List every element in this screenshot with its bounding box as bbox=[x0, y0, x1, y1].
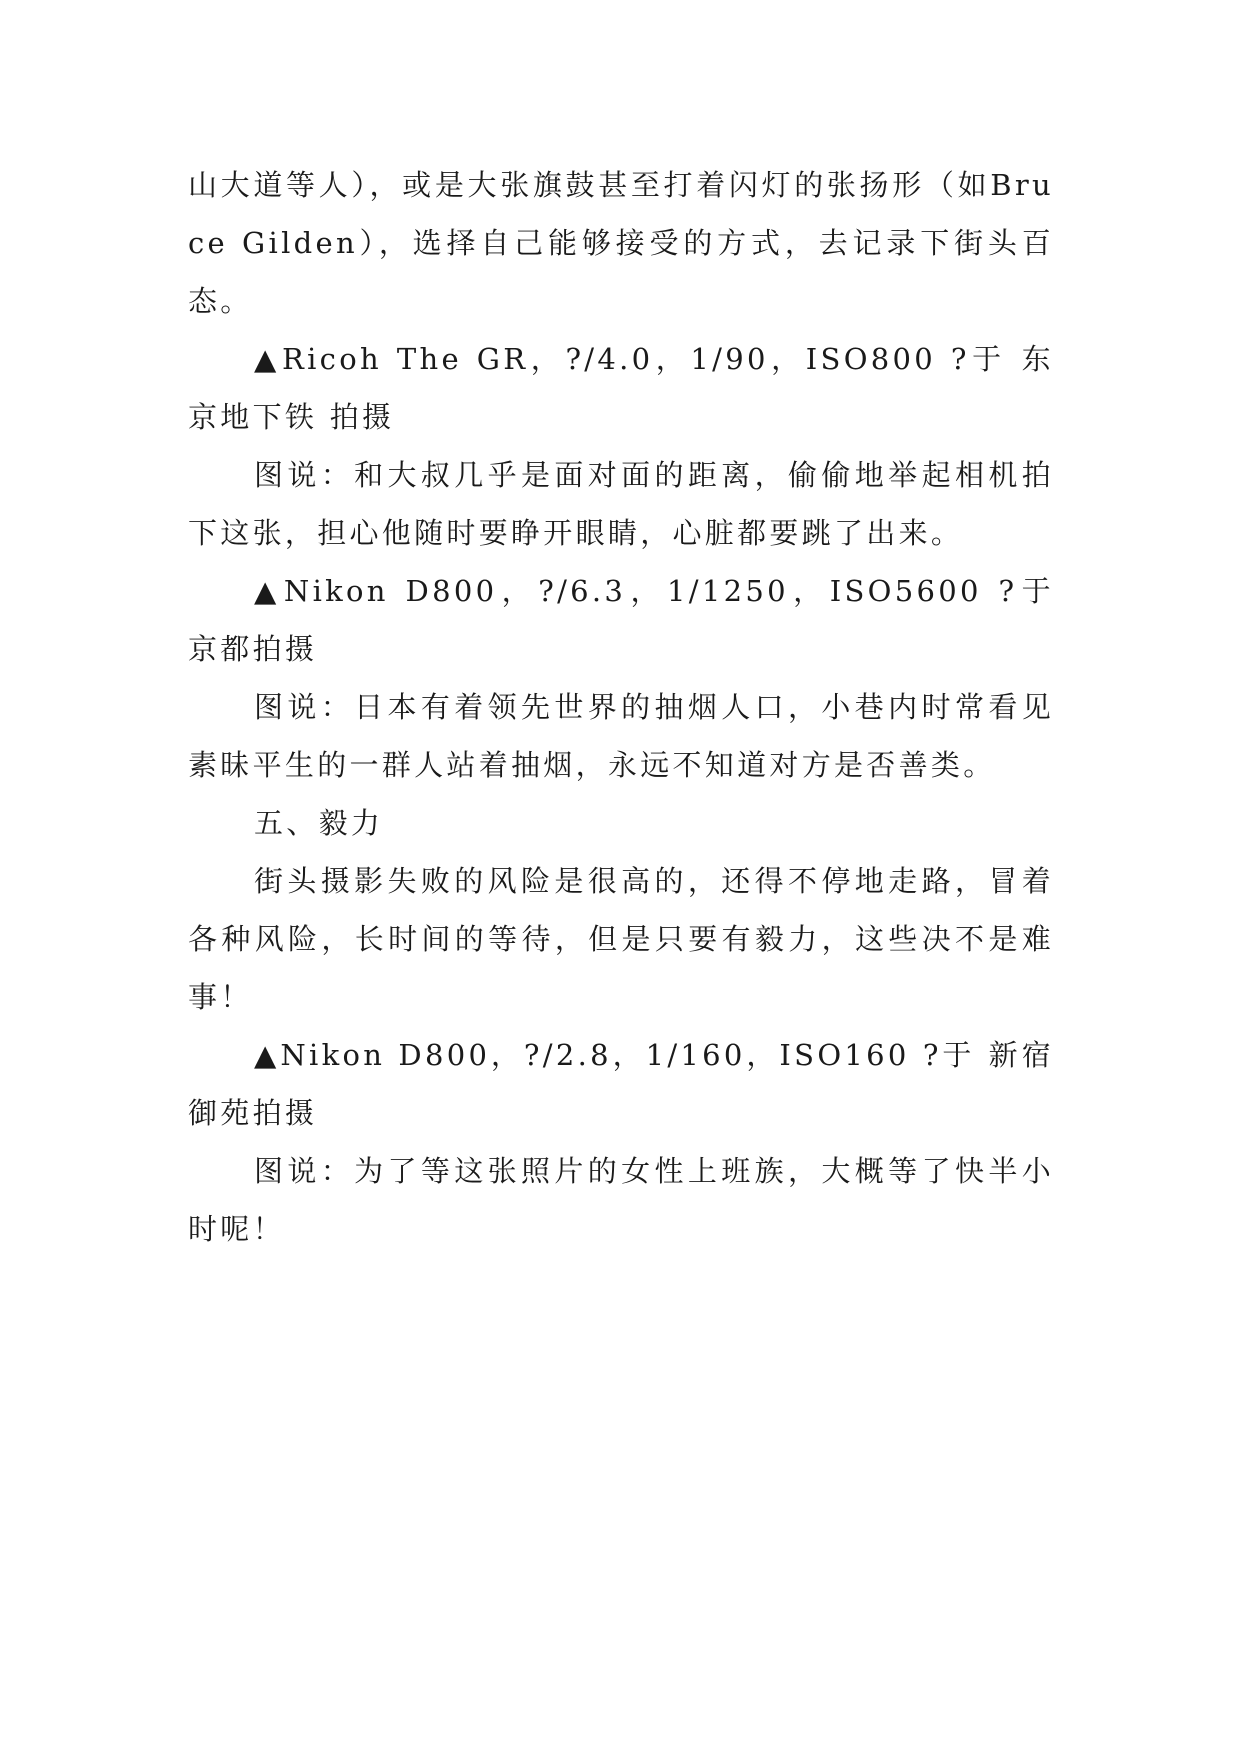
photo-description: 图说：和大叔几乎是面对面的距离，偷偷地举起相机拍下这张，担心他随时要睁开眼睛，心脏都要跳了出来。 bbox=[188, 458, 1054, 550]
section-heading: 五、毅力 bbox=[254, 806, 384, 840]
photo-caption-exif: ▲Ricoh The GR，?/4.0，1/90，ISO800 ?于 东京地下铁 拍摄 bbox=[188, 342, 1054, 434]
photo-description: 图说：日本有着领先世界的抽烟人口，小巷内时常看见素昧平生的一群人站着抽烟，永远不知道对方是否善类。 bbox=[188, 690, 1054, 782]
document-body bbox=[188, 156, 1054, 1258]
photo-description: 图说：为了等这张照片的女性上班族，大概等了快半小时呢！ bbox=[188, 1154, 1054, 1246]
paragraph: 街头摄影失败的风险是很高的，还得不停地走路，冒着各种风险，长时间的等待，但是只要有毅力，这些决不是难事！ bbox=[188, 864, 1054, 1014]
paragraph-continuation: 山大道等人），或是大张旗鼓甚至打着闪灯的张扬形（如Bruce Gilden），选择自己能够接受的方式，去记录下街头百态。 bbox=[188, 168, 1054, 318]
photo-caption-exif: ▲Nikon D800，?/2.8，1/160，ISO160 ?于 新宿御苑拍摄 bbox=[188, 1038, 1054, 1130]
photo-caption-exif: ▲Nikon D800，?/6.3，1/1250，ISO5600 ?于 京都拍摄 bbox=[188, 574, 1054, 666]
